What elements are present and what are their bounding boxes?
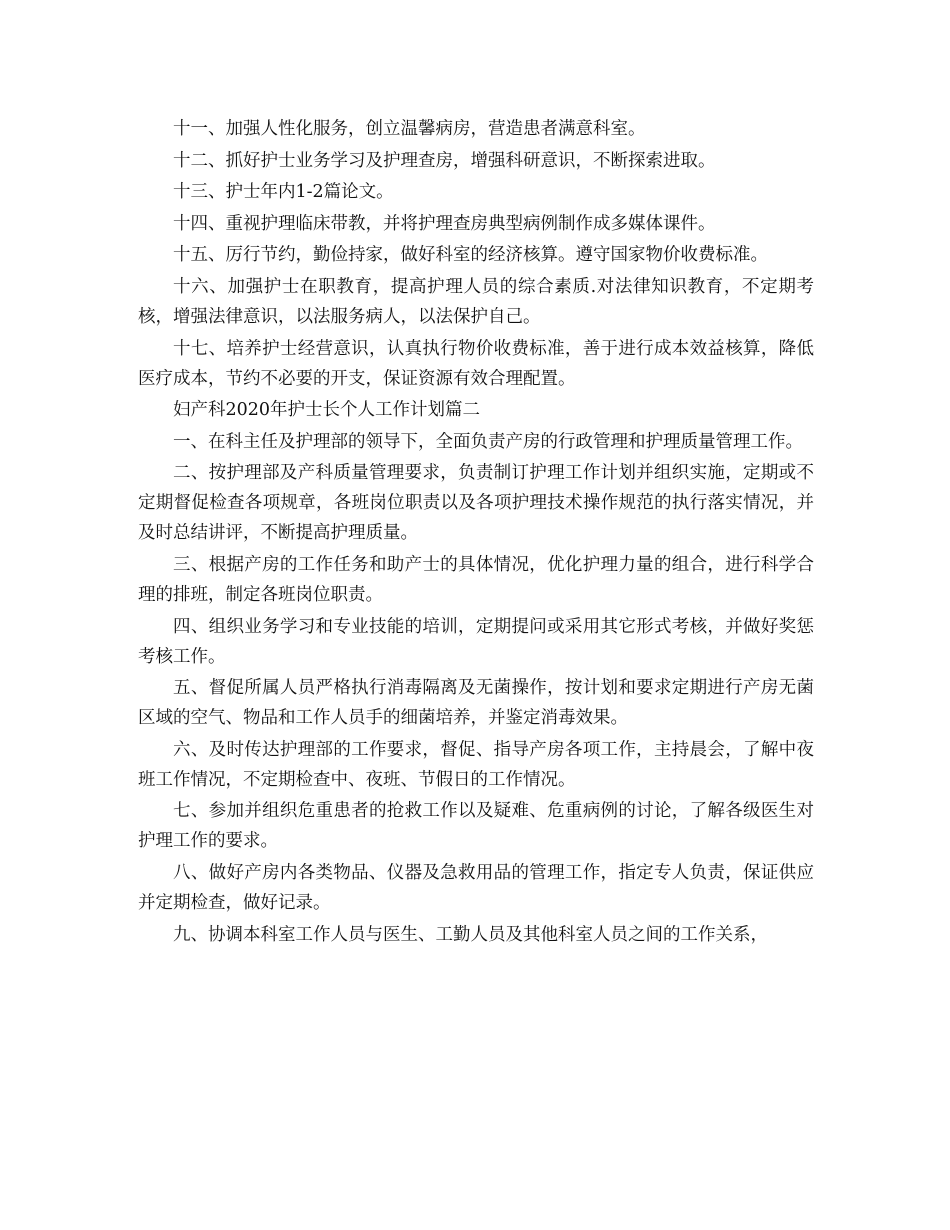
- paragraph-7: 七、参加并组织危重患者的抢救工作以及疑难、危重病例的讨论，了解各级医生对护理工作的要求。: [138, 801, 814, 852]
- paragraph-1: 一、在科主任及护理部的领导下，全面负责产房的行政管理和护理质量管理工作。: [173, 431, 803, 452]
- paragraph-6: 六、及时传达护理部的工作要求，督促、指导产房各项工作，主持晨会，了解中夜班工作情况，不定期检查中、夜班、节假日的工作情况。: [138, 739, 814, 790]
- paragraph-15: 十五、厉行节约，勤俭持家，做好科室的经济核算。遵守国家物价收费标准。: [173, 245, 768, 266]
- document-body: [138, 114, 814, 951]
- paragraph-2: 二、按护理部及产科质量管理要求，负责制订护理工作计划并组织实施，定期或不定期督促检查各项规章，各班岗位职责以及各项护理技术操作规范的执行落实情况，并及时总结讲评，不断提高护理质量。: [138, 463, 814, 544]
- paragraph-11: 十一、加强人性化服务，创立温馨病房，营造患者满意科室。: [173, 119, 646, 139]
- paragraph-13: 十三、护士年内1-2篇论文。: [173, 182, 394, 203]
- paragraph-17: 十七、培养护士经营意识，认真执行物价收费标准，善于进行成本效益核算，降低医疗成本，节约不必要的开支，保证资源有效合理配置。: [138, 338, 814, 389]
- paragraph-8: 八、做好产房内各类物品、仪器及急救用品的管理工作，指定专人负责，保证供应并定期检查，做好记录。: [138, 862, 814, 913]
- paragraph-3: 三、根据产房的工作任务和助产士的具体情况，优化护理力量的组合，进行科学合理的排班，制定各班岗位职责。: [138, 554, 814, 605]
- paragraph-5: 五、督促所属人员严格执行消毒隔离及无菌操作，按计划和要求定期进行产房无菌区域的空气、物品和工作人员手的细菌培养，并鉴定消毒效果。: [138, 678, 814, 729]
- paragraph-4: 四、组织业务学习和专业技能的培训，定期提问或采用其它形式考核，并做好奖惩考核工作。: [138, 616, 814, 667]
- paragraph-16: 十六、加强护士在职教育，提高护理人员的综合素质.对法律知识教育，不定期考核，增强法律意识，以法服务病人，以法保护自己。: [138, 276, 814, 327]
- paragraph-14: 十四、重视护理临床带教，并将护理查房典型病例制作成多媒体课件。: [173, 213, 716, 234]
- paragraph-9: 九、协调本科室工作人员与医生、工勤人员及其他科室人员之间的工作关系，: [173, 924, 768, 945]
- section-heading: 妇产科2020年护士长个人工作计划篇二: [173, 400, 481, 421]
- paragraph-12: 十二、抓好护士业务学习及护理查房，增强科研意识，不断探索进取。: [173, 150, 716, 171]
